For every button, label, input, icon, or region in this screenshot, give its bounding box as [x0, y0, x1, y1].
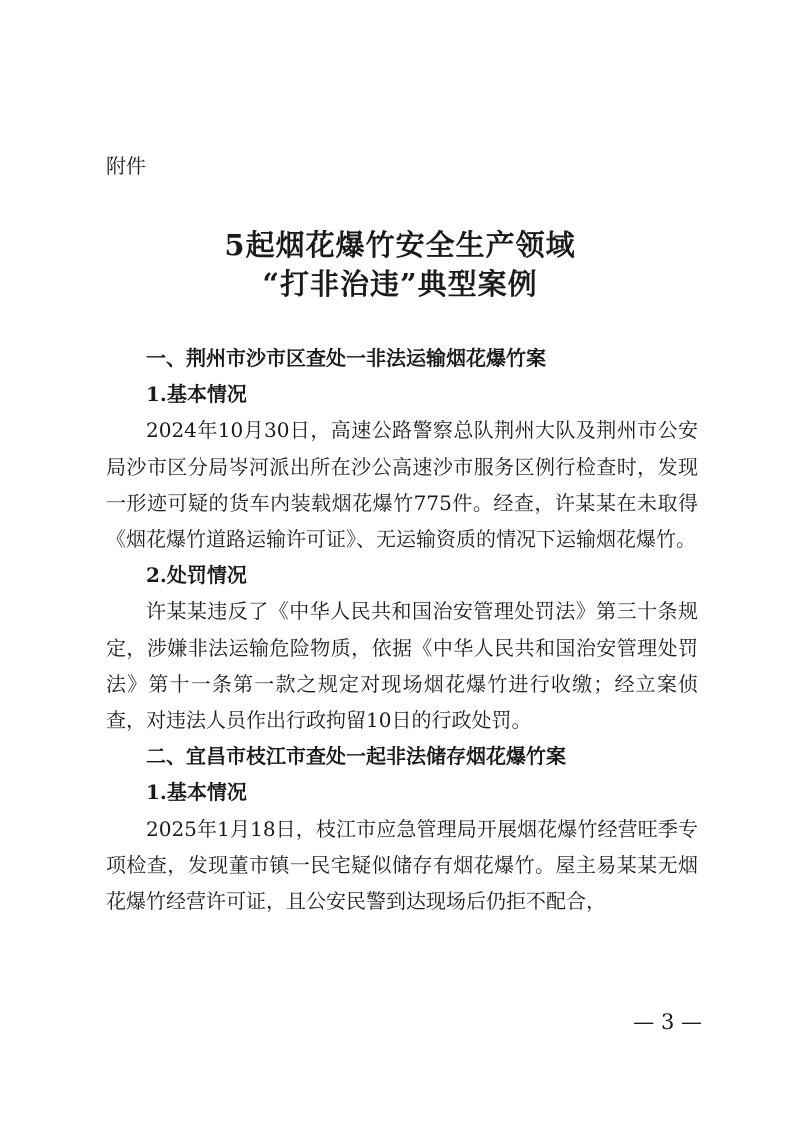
case1-penalty-heading: 2.处罚情况: [146, 563, 247, 588]
case1-basic-text: 2024年10月30日，高速公路警察总队荆州大队及荆州市公安局沙市区分局岑河派出所在沙公高速沙市服务区例行检查时，发现一形迹可疑的货车内装载烟花爆竹775件。经查，许某某在未取得《烟花爆竹道路运输许可证》、无运输资质的情况下运输烟花爆竹。: [106, 418, 698, 552]
document-body: [106, 340, 698, 919]
case2-basic-heading: 1.基本情况: [146, 780, 247, 805]
case2-basic-text: 2025年1月18日，枝江市应急管理局开展烟花爆竹经营旺季专项检查，发现董市镇一民宅疑似储存有烟花爆竹。屋主易某某无烟花爆竹经营许可证，且公安民警到达现场后仍拒不配合，: [106, 816, 698, 914]
attachment-label: 附件: [106, 154, 146, 178]
case2-heading: 二、宜昌市枝江市查处一起非法储存烟花爆竹案: [146, 744, 566, 769]
case1-basic-heading: 1.基本情况: [146, 382, 247, 407]
document-title-line1: 5起烟花爆竹安全生产领域: [224, 228, 576, 262]
case1-penalty-text: 许某某违反了《中华人民共和国治安管理处罚法》第三十条规定，涉嫌非法运输危险物质，依据《中华人民共和国治安管理处罚法》第十一条第一款之规定对现场烟花爆竹进行收缴；经立案侦查，对违法人员作出行政拘留10日的行政处罚。: [106, 599, 698, 733]
case1-heading: 一、荆州市沙市区查处一非法运输烟花爆竹案: [146, 346, 546, 370]
page-number: — 3 —: [633, 1010, 702, 1034]
document-title-line2: “打非治违”典型案例: [262, 267, 538, 301]
